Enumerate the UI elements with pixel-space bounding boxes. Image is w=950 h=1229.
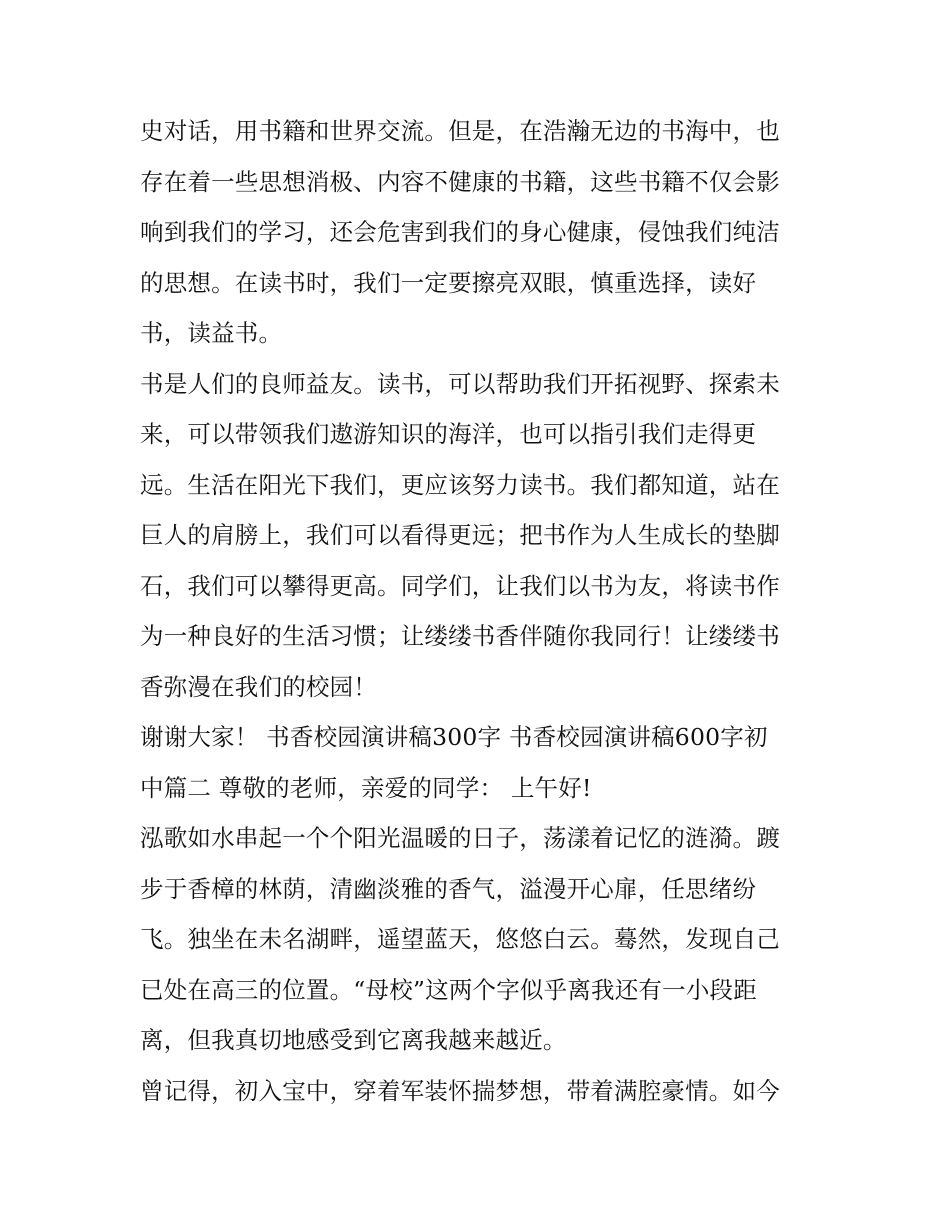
- text-line: 来，可以带领我们遨游知识的海洋，也可以指引我们走得更: [140, 420, 757, 448]
- text-line: 步于香樟的林荫，清幽淡雅的香气，溢漫开心扉，任思绪纷: [140, 874, 757, 903]
- text-line: 巨人的肩膀上，我们可以看得更远；把书作为人生成长的垫脚: [140, 521, 780, 549]
- text-line: 离，但我真切地感受到它离我越来越近。: [140, 1026, 567, 1054]
- text-line: 已处在高三的位置。“母校”这两个字似乎离我还有一小段距: [140, 975, 757, 1004]
- text-line: 中篇二 尊敬的老师，亲爱的同学： 上午好!: [140, 773, 592, 802]
- text-line: 史对话，用书籍和世界交流。但是，在浩瀚无边的书海中，也: [140, 117, 780, 145]
- text-line: 远。生活在阳光下我们，更应该努力读书。我们都知道，站在: [140, 470, 780, 499]
- text-line: 书是人们的良师益友。读书，可以帮助我们开拓视野、探索未: [140, 369, 780, 398]
- text-line: 为一种良好的生活习惯；让缕缕书香伴随你我同行！让缕缕书: [140, 622, 780, 650]
- text-line: 存在着一些思想消极、内容不健康的书籍，这些书籍不仅会影: [140, 167, 780, 196]
- text-line: 书，读益书。: [140, 319, 283, 347]
- text-line: 泓歌如水串起一个个阳光温暖的日子，荡漾着记忆的涟漪。踱: [140, 824, 780, 852]
- text-line: 曾记得，初入宝中，穿着军装怀揣梦想，带着满腔豪情。如今: [140, 1076, 780, 1105]
- text-line: 的思想。在读书时，我们一定要擦亮双眼，慎重选择，读好: [140, 268, 757, 297]
- text-line: 飞。独坐在未名湖畔，遥望蓝天，悠悠白云。蓦然，发现自己: [140, 925, 780, 953]
- text-line: 石，我们可以攀得更高。同学们，让我们以书为友，将读书作: [140, 571, 780, 600]
- text-line: 响到我们的学习，还会危害到我们的身心健康，侵蚀我们纯洁: [140, 218, 780, 246]
- document-body: [140, 106, 820, 1116]
- text-line: 香弥漫在我们的校园！: [140, 672, 377, 701]
- text-line: 谢谢大家！ 书香校园演讲稿300字 书香校园演讲稿600字初: [140, 723, 768, 751]
